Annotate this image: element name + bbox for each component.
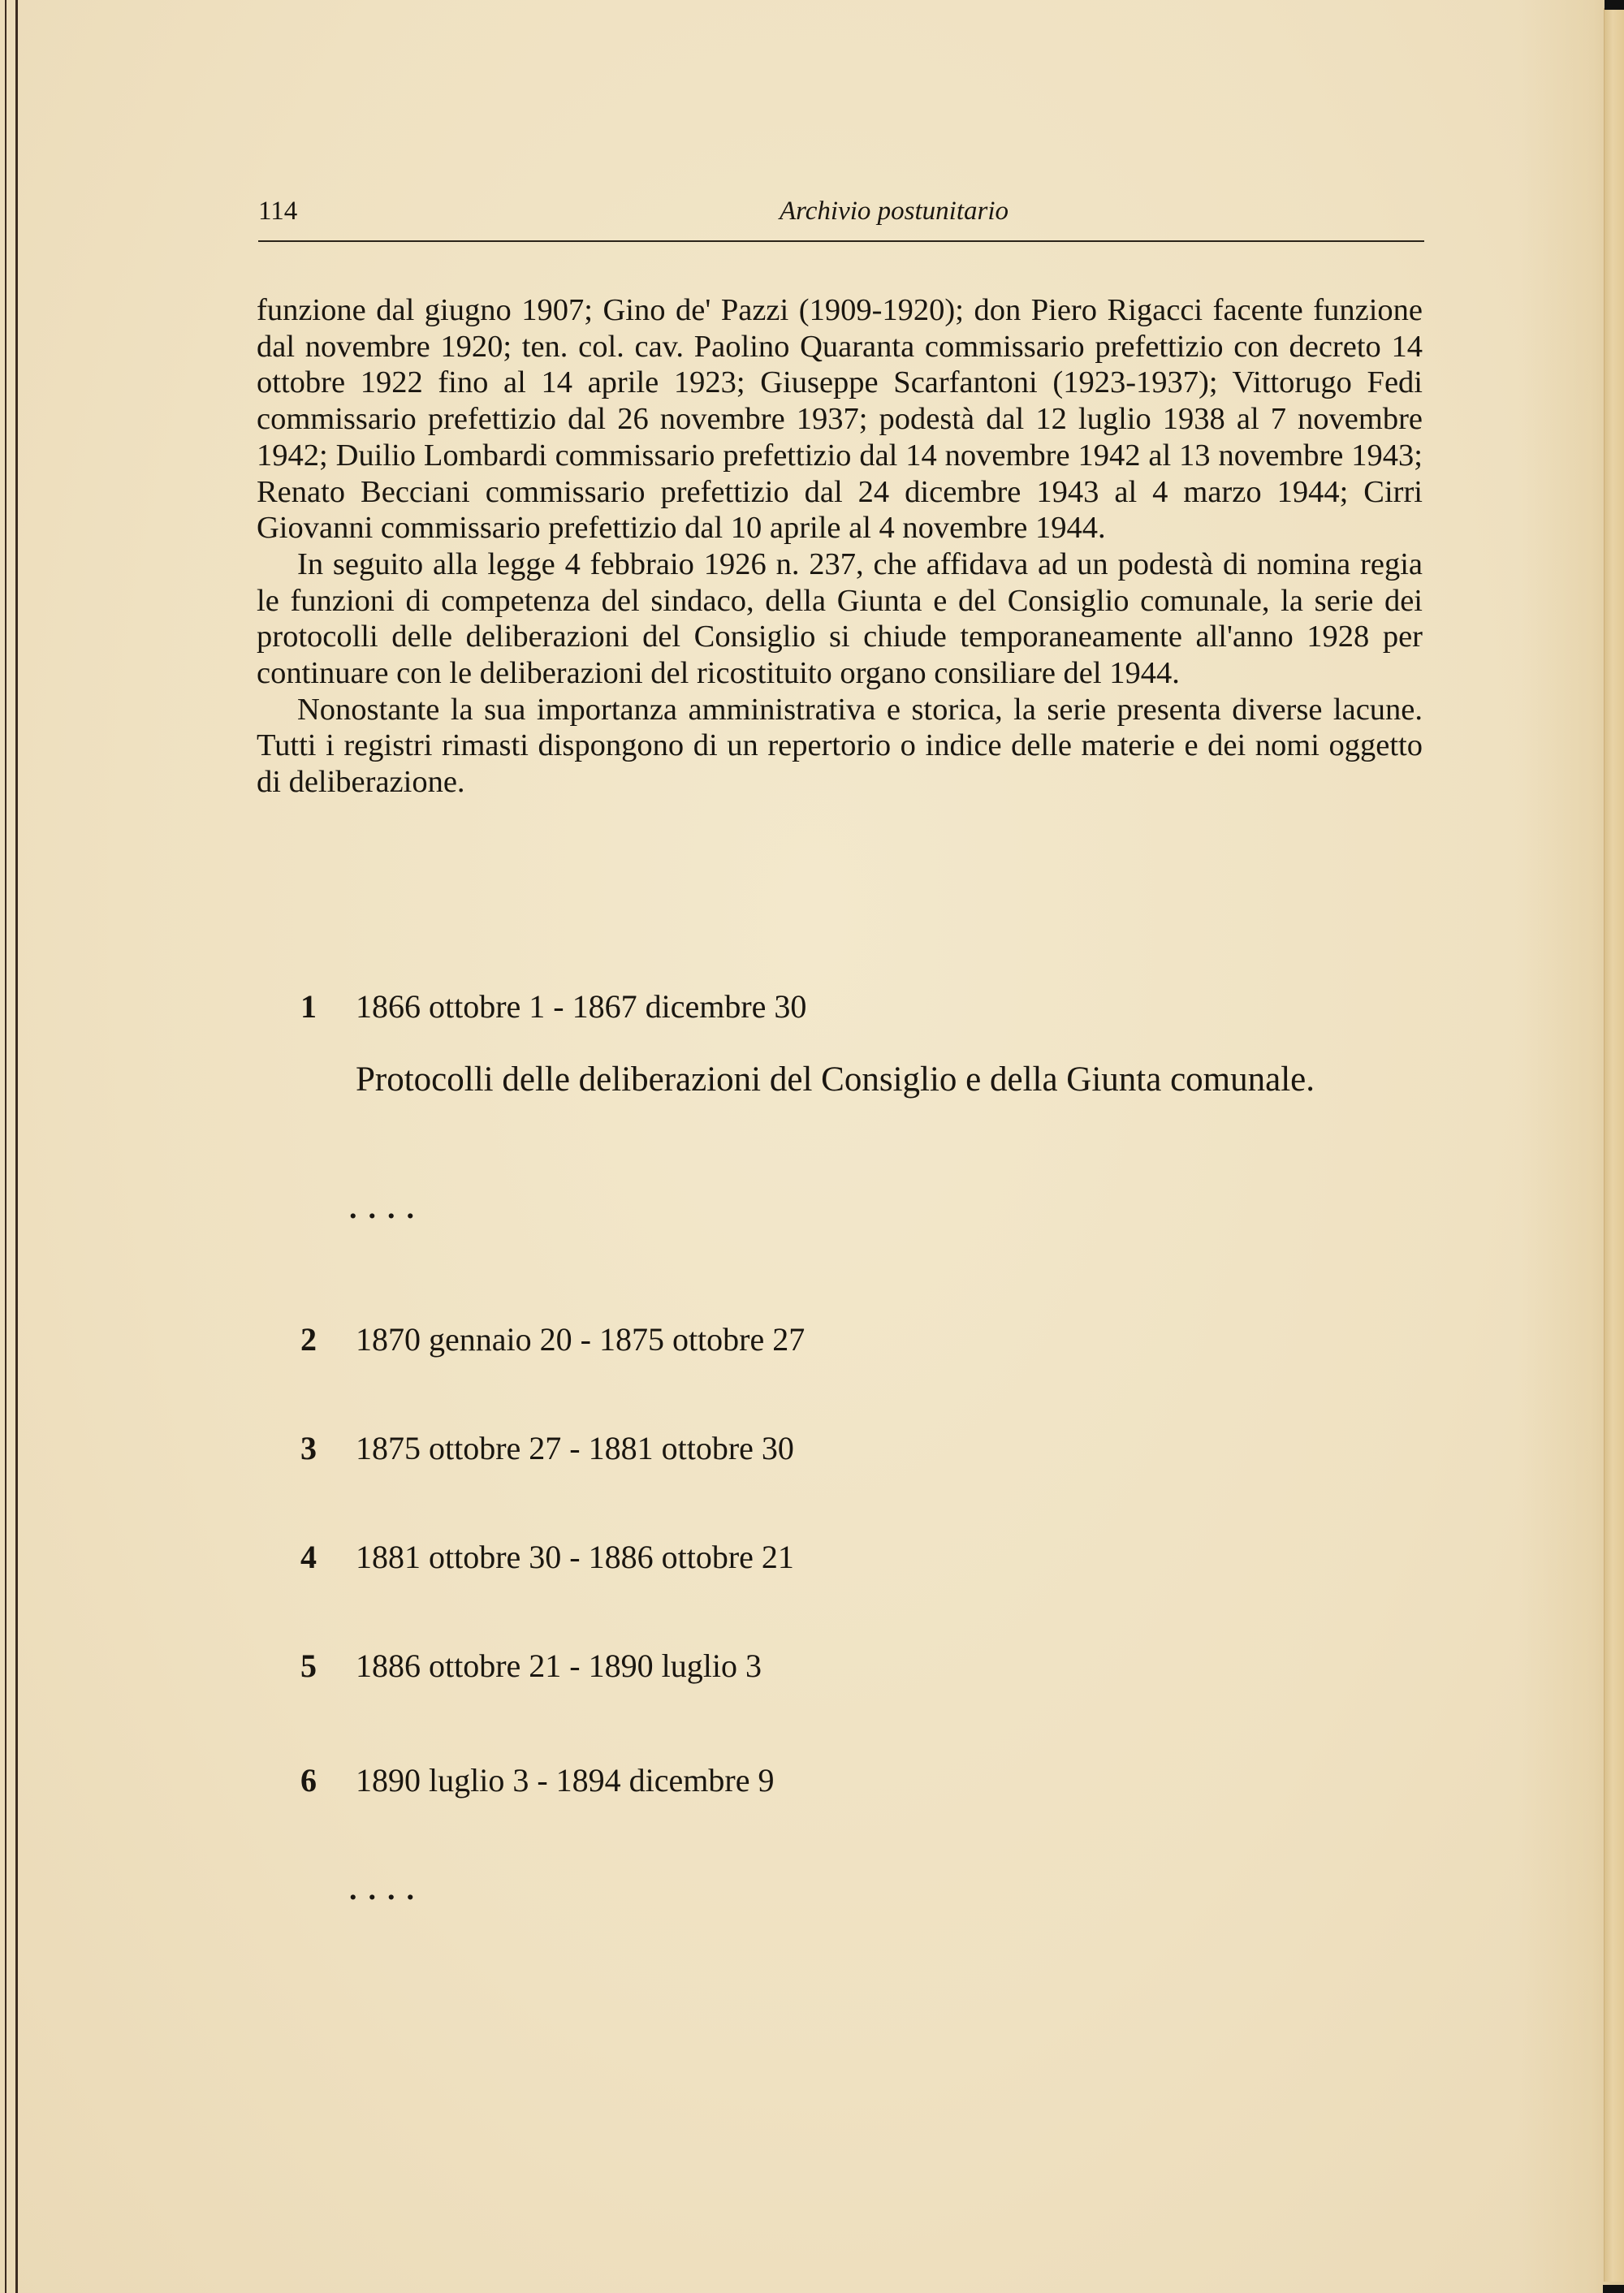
header-rule <box>258 240 1424 242</box>
entry-dates: 1875 ottobre 27 - 1881 ottobre 30 <box>356 1430 794 1466</box>
entry-number: 4 <box>300 1539 317 1575</box>
entry-dates: 1881 ottobre 30 - 1886 ottobre 21 <box>356 1539 794 1575</box>
entry-number: 3 <box>300 1430 317 1466</box>
scan-corner-bottom <box>1603 2285 1624 2293</box>
entry-4 <box>300 1537 794 1578</box>
ellipsis-gap-1: .... <box>349 1191 425 1225</box>
entry-number: 2 <box>300 1321 317 1358</box>
paragraph-officials: funzione dal giugno 1907; Gino de' Pazzi (1909-1920); don Piero Rigacci facente funzione dal novembre 1920; ten. col. cav. Paolino Quaranta commissario prefettizio con decreto 14 ottobre 1922 fino al 14 aprile 1923; Giuseppe Scarfantoni (1923-1937); Vittorugo Fedi commissario prefettizio dal 26 novembre 1937; podestà dal 12 luglio 1938 al 7 novembre 1942; Duilio Lombardi commissario prefettizio dal 14 novembre 1942 al 13 novembre 1943; Renato Becciani commissario prefettizio dal 24 dicembre 1943 al 4 marzo 1944; Cirri Giovanni commissario prefettizio dal 10 aprile al 4 novembre 1944. <box>257 293 1423 546</box>
ellipsis-gap-2: .... <box>349 1872 425 1907</box>
binding-edge-line <box>5 0 6 2293</box>
page-number: 114 <box>258 196 298 226</box>
entry-3 <box>300 1428 794 1469</box>
running-head <box>258 193 1424 240</box>
running-title: Archivio postunitario <box>779 196 1009 226</box>
entry-6 <box>300 1760 774 1801</box>
entry-number: 1 <box>300 988 317 1025</box>
entry-1-description: Protocolli delle deliberazioni del Consiglio e della Giunta comunale. <box>356 1060 1315 1099</box>
entry-dates: 1890 luglio 3 - 1894 dicembre 9 <box>356 1762 775 1799</box>
paragraph-lacune: Nonostante la sua importanza amministrativa e storica, la serie presenta diverse lacune. Tutti i registri rimasti dispongono di un repertorio o indice delle materie e dei nomi oggetto di deliberazione. <box>257 692 1423 800</box>
entry-1 <box>300 987 806 1027</box>
binding-edge-line <box>15 0 18 2293</box>
entry-dates: 1866 ottobre 1 - 1867 dicembre 30 <box>356 988 807 1025</box>
paragraph-legge-1926: In seguito alla legge 4 febbraio 1926 n. 237, che affidava ad un podestà di nomina regia le funzioni di competenza del sindaco, della Giunta e del Consiglio comunale, la serie dei protocolli delle deliberazioni del Consiglio si chiude temporaneamente all'anno 1928 per continuare con le deliberazioni del ricostituito organo consiliare del 1944. <box>257 546 1423 691</box>
entry-dates: 1886 ottobre 21 - 1890 luglio 3 <box>356 1647 762 1684</box>
entry-5 <box>300 1646 762 1686</box>
page-fold-edge <box>1604 8 1624 2282</box>
entry-dates: 1870 gennaio 20 - 1875 ottobre 27 <box>356 1321 806 1358</box>
scan-corner-top <box>1605 0 1624 10</box>
entry-2 <box>300 1319 805 1360</box>
entry-number: 6 <box>300 1762 317 1799</box>
body-text <box>257 292 1423 801</box>
entry-number: 5 <box>300 1647 317 1684</box>
